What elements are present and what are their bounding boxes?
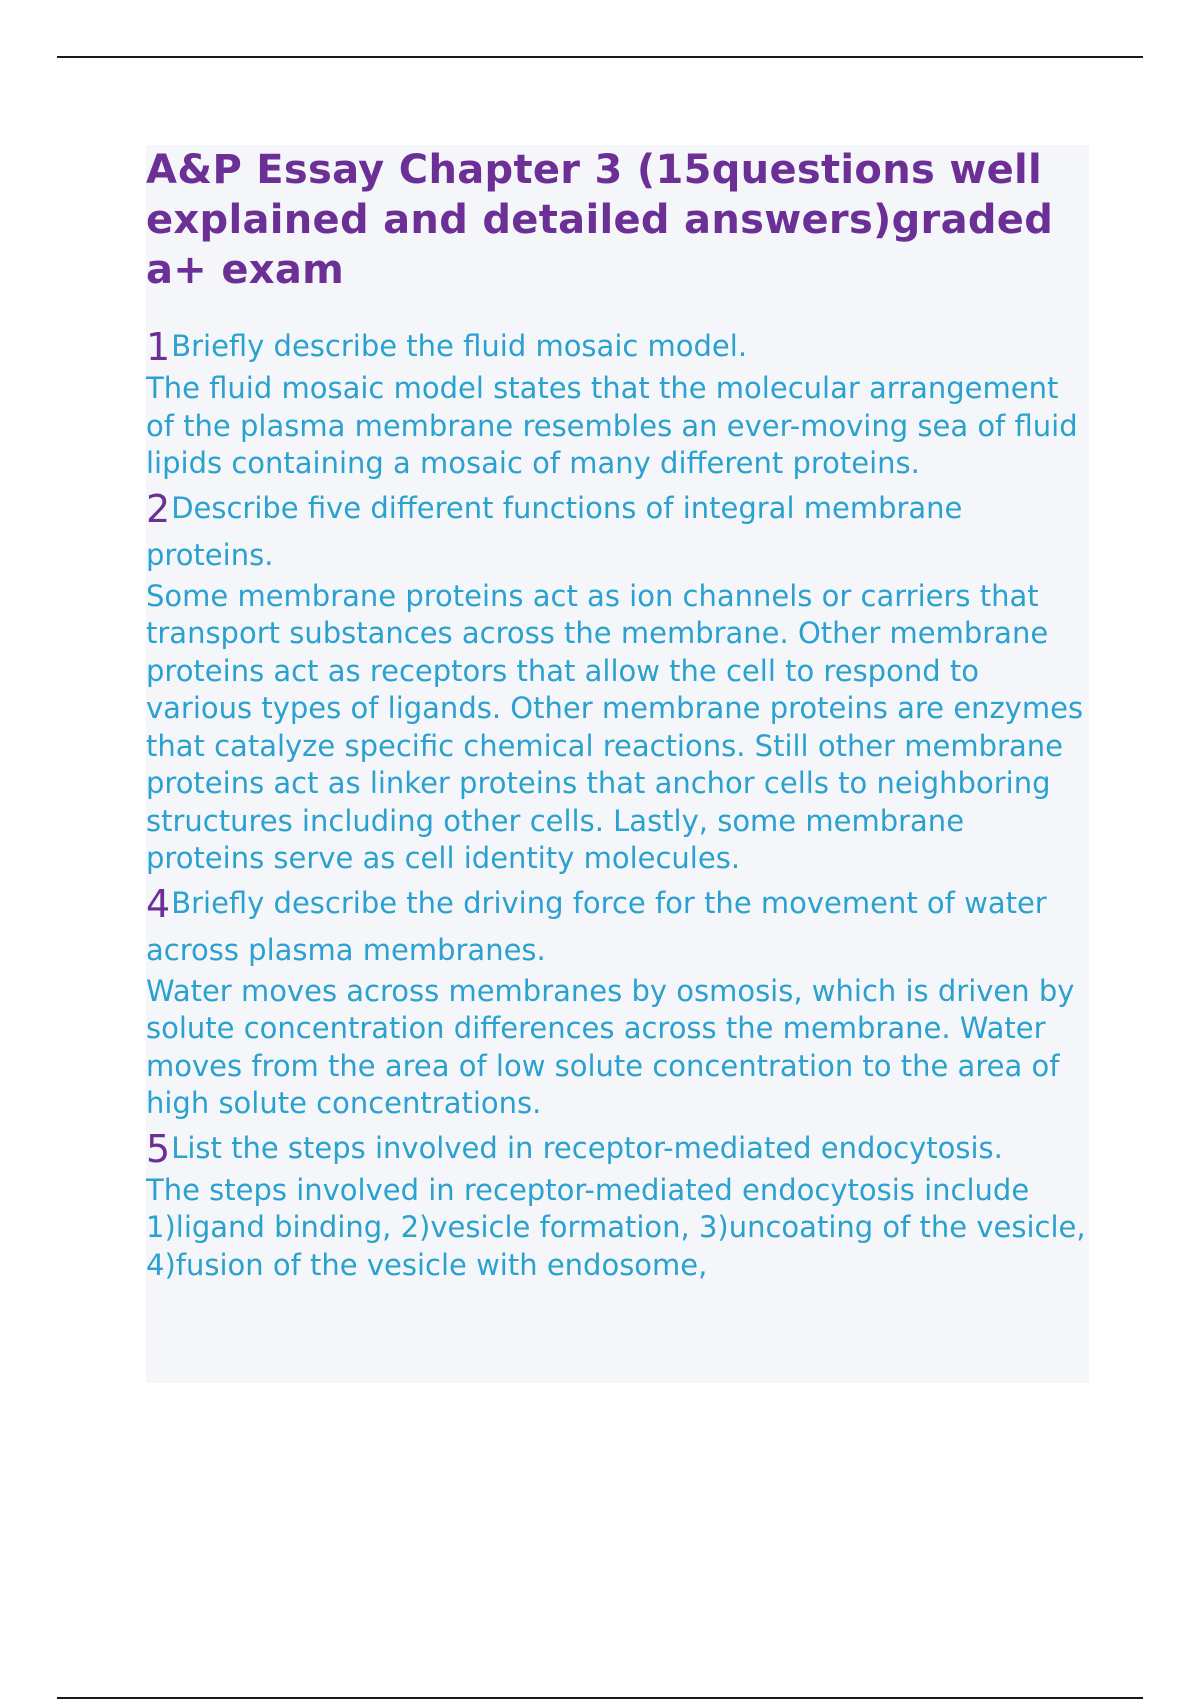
document-title: A&P Essay Chapter 3 (15questions well explained and detailed answers)graded a+ exam bbox=[146, 147, 1054, 293]
question-text: Describe five different functions of integral membrane proteins. bbox=[146, 490, 963, 572]
question-number: 4 bbox=[146, 881, 171, 926]
question-4 bbox=[146, 880, 1089, 973]
answer-1: The fluid mosaic model states that the molecular arrangement of the plasma membrane resembles an ever-moving sea of fluid lipids containing a mosaic of many different proteins. bbox=[146, 371, 1078, 480]
question-text: Briefly describe the driving force for the movement of water across plasma membranes. bbox=[146, 885, 1047, 967]
top-divider bbox=[57, 56, 1143, 58]
bottom-divider bbox=[57, 1697, 1143, 1699]
answer-5: The steps involved in receptor-mediated endocytosis include 1)ligand binding, 2)vesicle formation, 3)uncoating of the vesicle, 4)fusion of the vesicle with endosome, bbox=[146, 1172, 1086, 1282]
qa-list bbox=[146, 323, 1089, 1284]
qa-item-4 bbox=[146, 880, 1089, 1123]
document-body bbox=[146, 145, 1089, 1286]
question-5 bbox=[146, 1125, 1089, 1172]
question-text: List the steps involved in receptor-mediated endocytosis. bbox=[171, 1130, 1003, 1165]
question-number: 2 bbox=[146, 486, 171, 531]
answer-2: Some membrane proteins act as ion channels or carriers that transport substances across the membrane. Other membrane proteins act as receptors that allow the cell to respond to various types of ligands. Other membrane proteins are enzymes that catalyze specific chemical reactions. Still other membrane proteins act as linker proteins that anchor cells to neighboring structures including other cells. Lastly, some membrane proteins serve as cell identity molecules. bbox=[146, 578, 1084, 875]
question-number: 1 bbox=[146, 325, 171, 369]
qa-item-2 bbox=[146, 485, 1089, 878]
question-2 bbox=[146, 485, 1089, 578]
question-number: 5 bbox=[146, 1126, 171, 1171]
qa-item-5 bbox=[146, 1125, 1089, 1285]
qa-item-1 bbox=[146, 323, 1089, 483]
answer-4: Water moves across membranes by osmosis, which is driven by solute concentration differences across the membrane. Water moves from the area of low solute concentration to the area of high solute concentrations. bbox=[146, 973, 1075, 1120]
question-1 bbox=[146, 323, 1089, 370]
question-text: Briefly describe the fluid mosaic model. bbox=[171, 329, 748, 363]
